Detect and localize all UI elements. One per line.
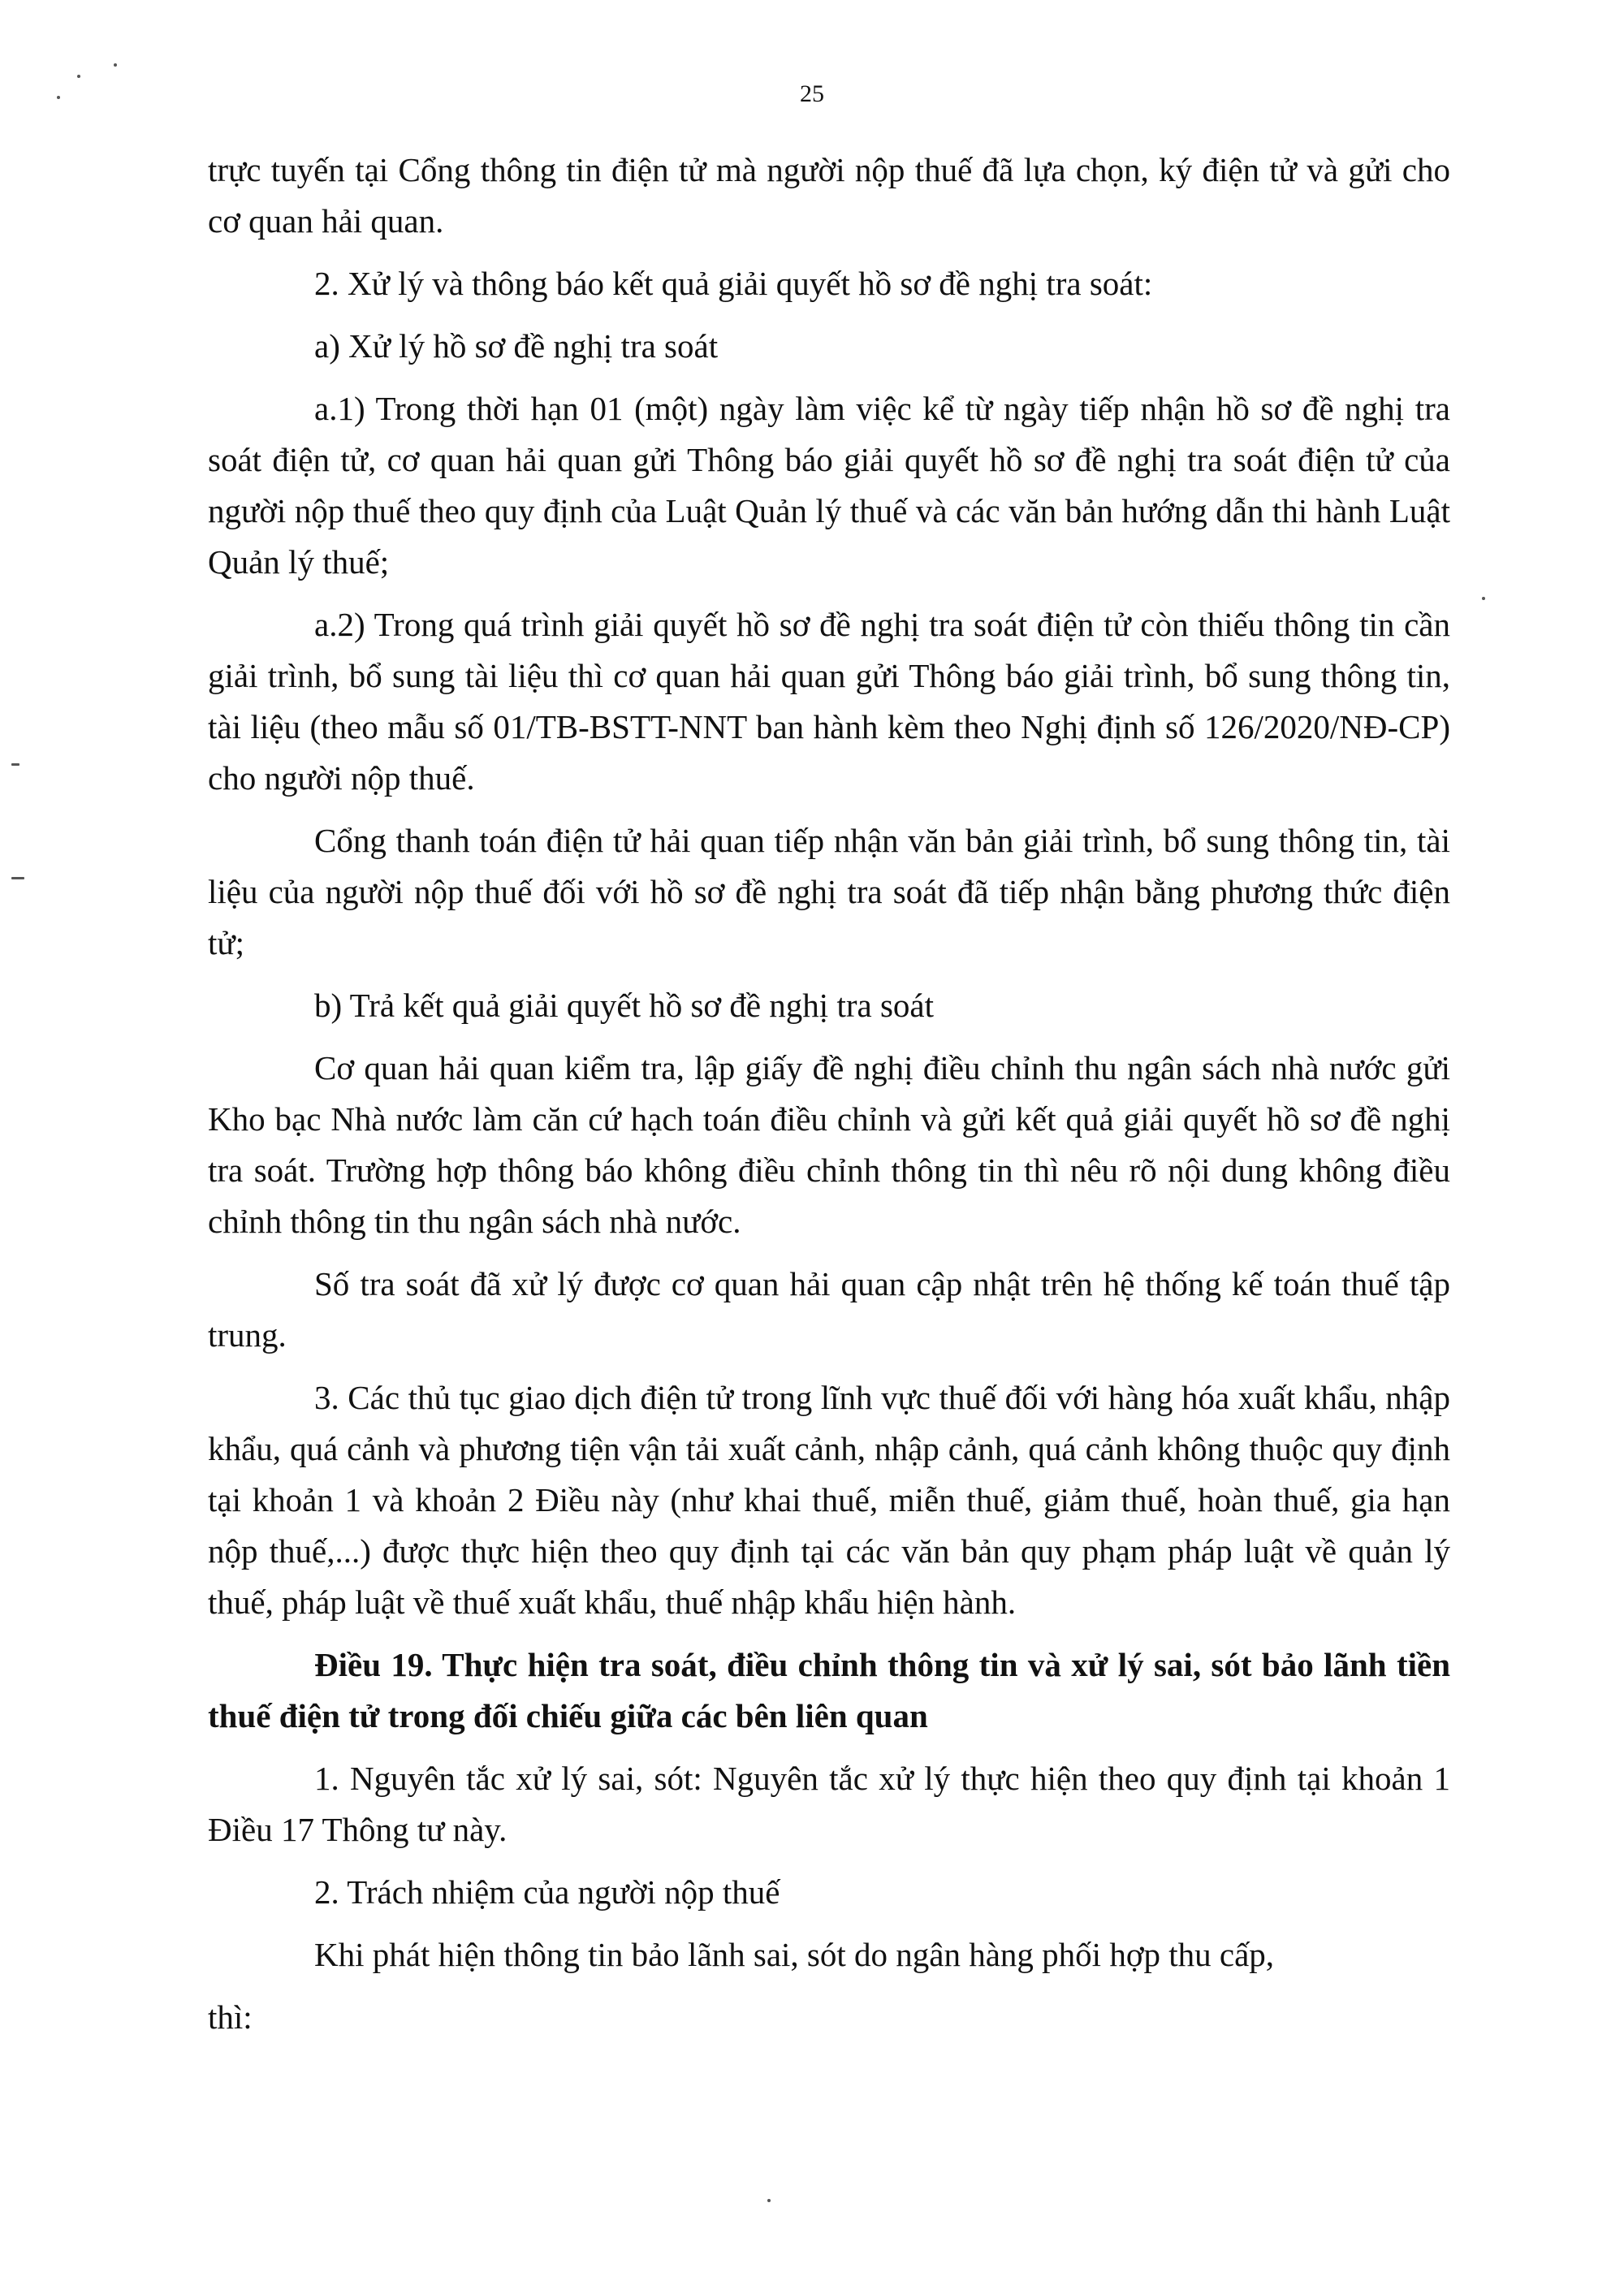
- paragraph-point-b: b) Trả kết quả giải quyết hồ sơ đề nghị tra soát: [314, 987, 934, 1024]
- paragraph-point-a1: a.1) Trong thời hạn 01 (một) ngày làm việc kể từ ngày tiếp nhận hồ sơ đề nghị tra soát điện tử, cơ quan hải quan gửi Thông báo giải quyết hồ sơ đề nghị tra soát điện tử của người nộp thuế theo quy định của Luật Quản lý thuế và các văn bản hướng dẫn thi hành Luật Quản lý thuế;: [208, 390, 1450, 581]
- scan-speck: [57, 96, 60, 99]
- paragraph-article-19-clause-1: 1. Nguyên tắc xử lý sai, sót: Nguyên tắc xử lý thực hiện theo quy định tại khoản 1 Điều 17 Thông tư này.: [208, 1760, 1450, 1848]
- scan-speck: [114, 63, 117, 67]
- paragraph-customs-check: Cơ quan hải quan kiểm tra, lập giấy đề nghị điều chỉnh thu ngân sách nhà nước gửi Kho bạc Nhà nước làm căn cứ hạch toán điều chỉnh và gửi kết quả giải quyết hồ sơ đề nghị tra soát. Trường hợp thông báo không điều chỉnh thông tin thì nêu rõ nội dung không điều chỉnh thông tin thu ngân sách nhà nước.: [208, 1049, 1450, 1240]
- paragraph-payment-portal: Cổng thanh toán điện tử hải quan tiếp nhận văn bản giải trình, bổ sung thông tin, tài liệu của người nộp thuế đối với hồ sơ đề nghị tra soát đã tiếp nhận bằng phương thức điện tử;: [208, 822, 1450, 961]
- scan-speck: [11, 877, 24, 879]
- paragraph-article-19-clause-2: 2. Trách nhiệm của người nộp thuế: [314, 1873, 780, 1911]
- scan-speck: [77, 75, 80, 78]
- document-body: [208, 145, 1450, 2054]
- page-number: 25: [800, 80, 824, 107]
- paragraph-then: thì:: [208, 1998, 253, 2036]
- paragraph-point-a: a) Xử lý hồ sơ đề nghị tra soát: [314, 327, 719, 365]
- paragraph-update: Số tra soát đã xử lý được cơ quan hải quan cập nhật trên hệ thống kế toán thuế tập trung.: [208, 1265, 1450, 1354]
- scan-speck: [1482, 597, 1485, 600]
- paragraph-continuation: trực tuyến tại Cổng thông tin điện tử mà người nộp thuế đã lựa chọn, ký điện tử và gửi cho cơ quan hải quan.: [208, 151, 1450, 240]
- article-19-heading: Điều 19. Thực hiện tra soát, điều chỉnh thông tin và xử lý sai, sót bảo lãnh tiền thuế điện tử trong đối chiếu giữa các bên liên quan: [208, 1646, 1450, 1734]
- paragraph-clause-3: 3. Các thủ tục giao dịch điện tử trong lĩnh vực thuế đối với hàng hóa xuất khẩu, nhập khẩu, quá cảnh và phương tiện vận tải xuất cảnh, nhập cảnh, quá cảnh không thuộc quy định tại khoản 1 và khoản 2 Điều này (như khai thuế, miễn thuế, giảm thuế, hoàn thuế, gia hạn nộp thuế,...) được thực hiện theo quy định tại các văn bản quy phạm pháp luật về quản lý thuế, pháp luật về thuế xuất khẩu, thuế nhập khẩu hiện hành.: [208, 1379, 1450, 1621]
- paragraph-point-a2: a.2) Trong quá trình giải quyết hồ sơ đề nghị tra soát điện tử còn thiếu thông tin cần giải trình, bổ sung tài liệu thì cơ quan hải quan gửi Thông báo giải trình, bổ sung thông tin, tài liệu (theo mẫu số 01/TB-BSTT-NNT ban hành kèm theo Nghị định số 126/2020/NĐ-CP) cho người nộp thuế.: [208, 606, 1450, 797]
- scan-speck: [767, 2199, 771, 2202]
- paragraph-clause-2: 2. Xử lý và thông báo kết quả giải quyết hồ sơ đề nghị tra soát:: [314, 265, 1153, 302]
- paragraph-when-detected: Khi phát hiện thông tin bảo lãnh sai, sót do ngân hàng phối hợp thu cấp,: [314, 1936, 1275, 1973]
- scan-speck: [11, 763, 19, 766]
